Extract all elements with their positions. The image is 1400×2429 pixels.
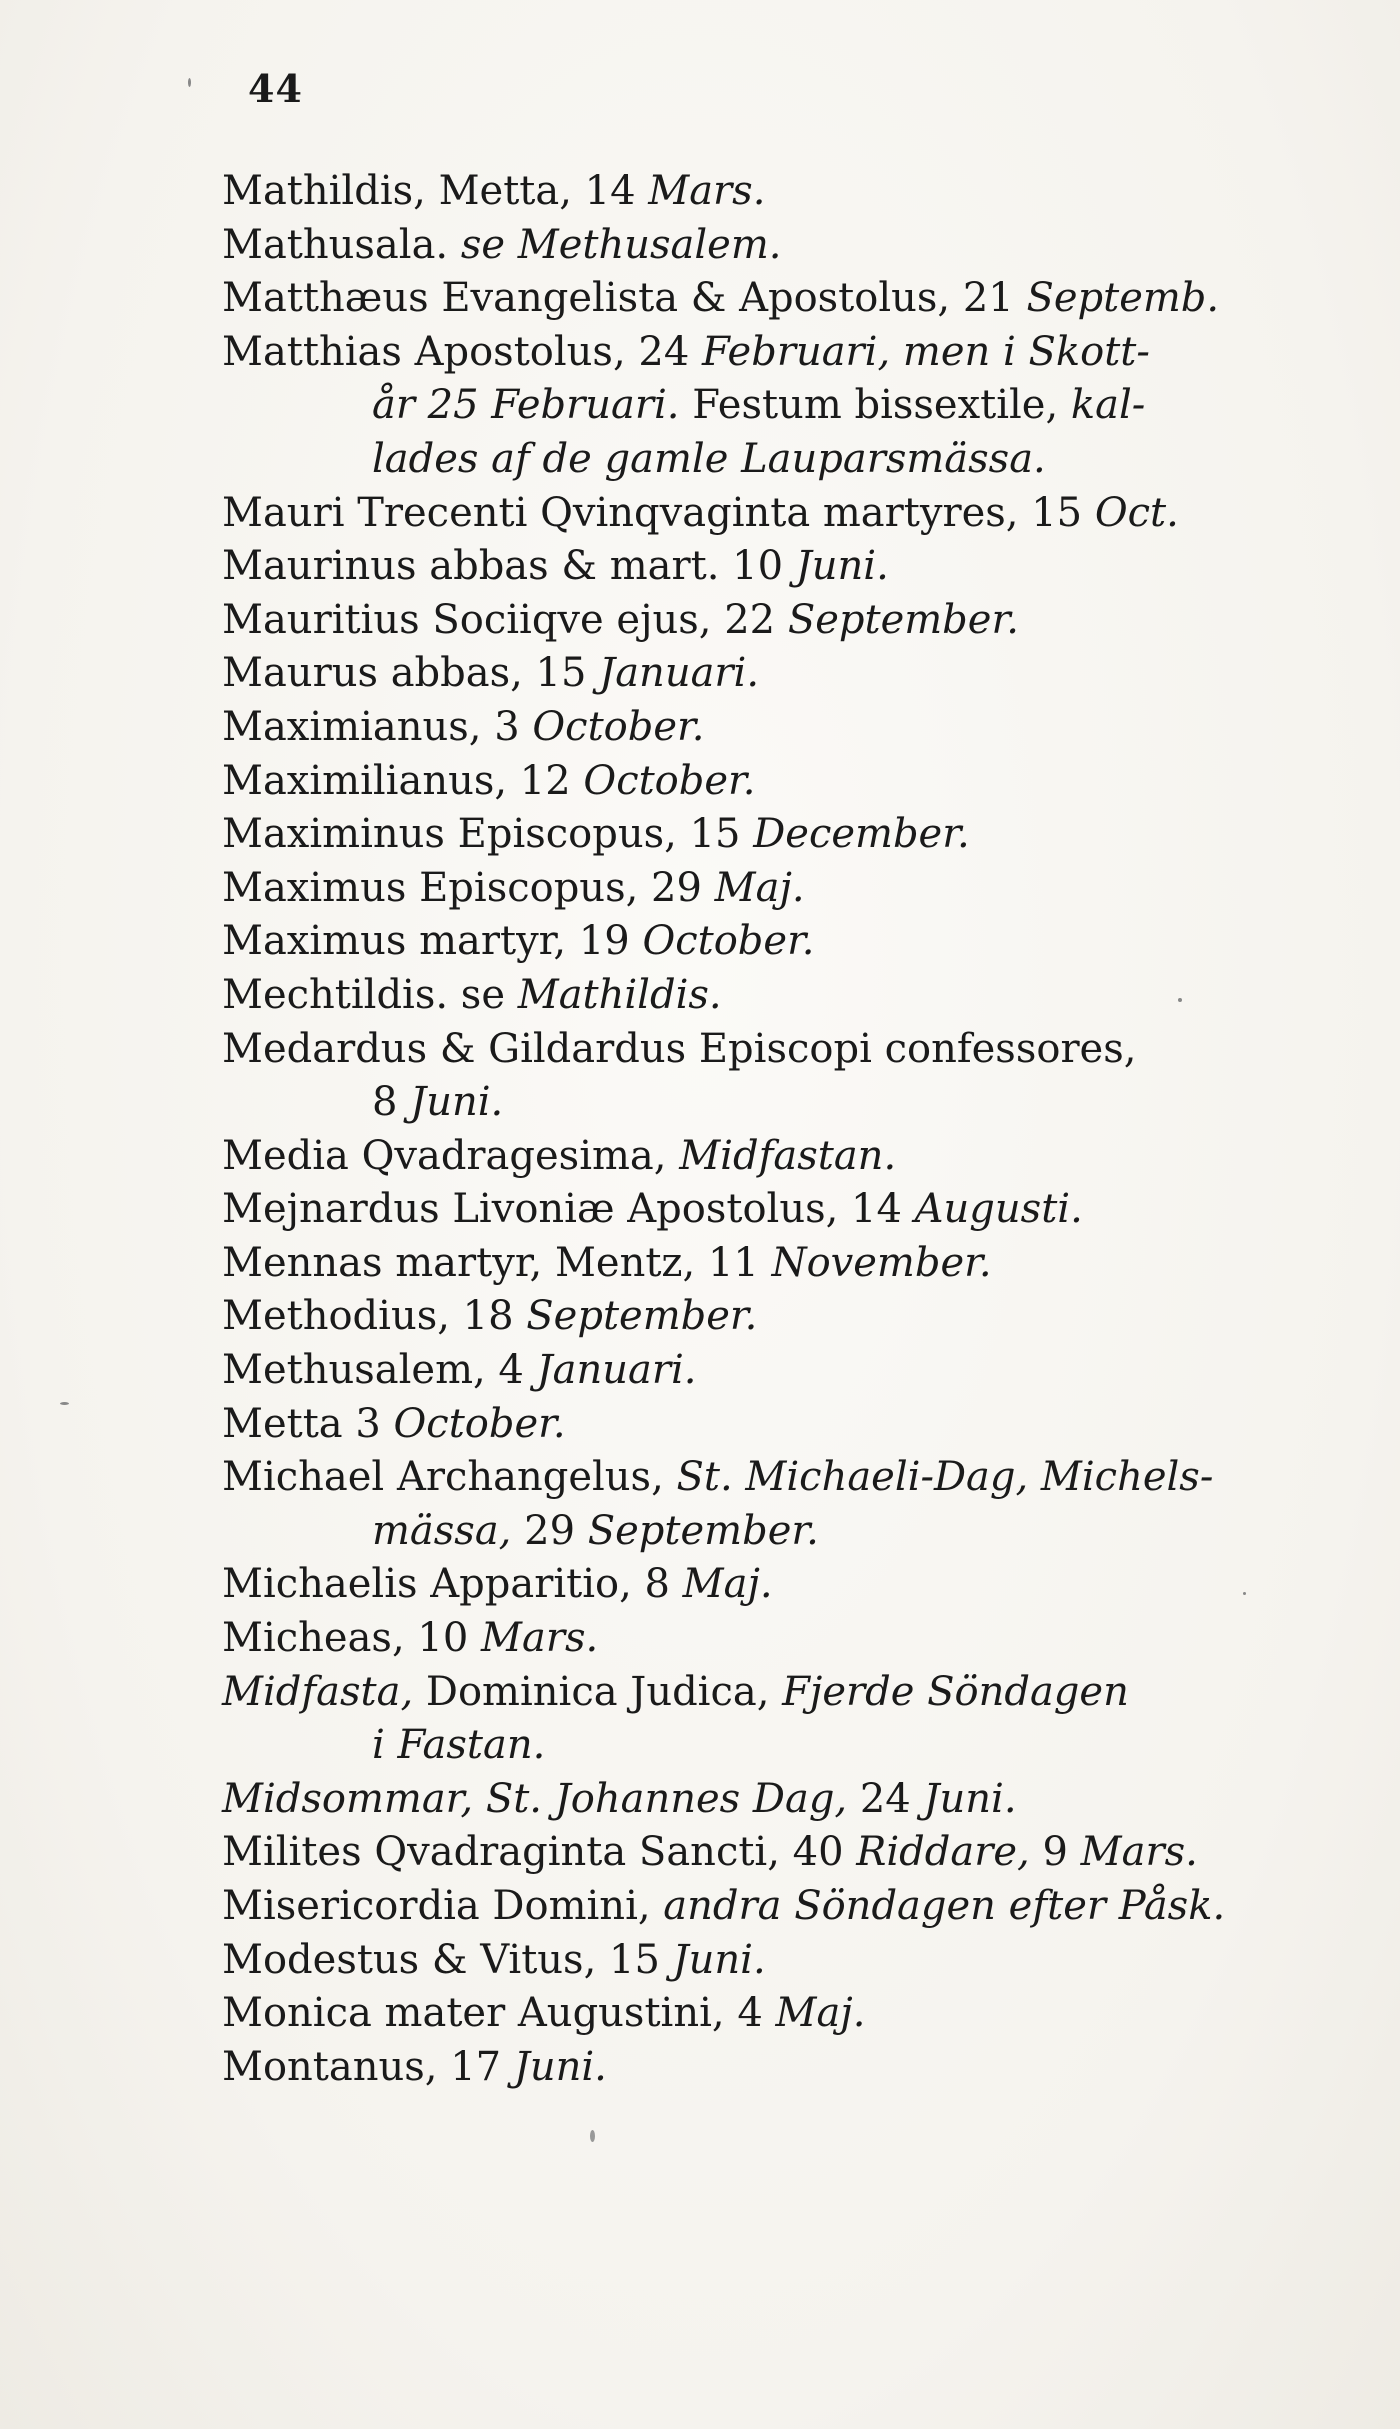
italic-text: October. bbox=[583, 757, 756, 804]
roman-text: Matthæus Evangelista & Apostolus, 21 bbox=[222, 275, 1027, 322]
roman-text: Maximianus, 3 bbox=[222, 703, 533, 750]
roman-text: Maximus Episcopus, 29 bbox=[222, 864, 715, 911]
roman-text: 8 bbox=[372, 1079, 411, 1126]
roman-text: Mauri Trecenti Qvinqvaginta martyres, 15 bbox=[222, 489, 1095, 536]
index-entry bbox=[222, 219, 1312, 273]
italic-text: Oct. bbox=[1094, 489, 1179, 536]
index-entry bbox=[222, 755, 1312, 809]
roman-text: Festum bissextile, bbox=[679, 382, 1071, 429]
italic-text: October. bbox=[532, 703, 705, 750]
roman-text: Metta 3 bbox=[222, 1400, 394, 1447]
roman-text: Misericordia Domini, bbox=[222, 1883, 664, 1929]
index-entry bbox=[222, 1612, 1312, 1666]
roman-text: Media Qvadragesima, bbox=[222, 1132, 680, 1179]
page-number: 44 bbox=[248, 66, 303, 111]
index-entry bbox=[222, 1237, 1312, 1291]
index-entry bbox=[222, 1451, 1312, 1505]
index-entry-continuation bbox=[222, 1076, 1312, 1130]
italic-text: Riddare, bbox=[856, 1829, 1030, 1876]
roman-text: Methusalem, 4 bbox=[222, 1347, 537, 1394]
italic-text: mässa, bbox=[372, 1507, 512, 1554]
italic-text: Midfasta, bbox=[222, 1668, 414, 1715]
index-entry bbox=[222, 1183, 1312, 1237]
roman-text: Maximinus Episcopus, 15 bbox=[222, 811, 754, 858]
ink-speck bbox=[60, 1402, 69, 1405]
italic-text: Mars. bbox=[648, 168, 766, 214]
italic-text: se Methusalem. bbox=[460, 221, 782, 268]
index-entry bbox=[222, 862, 1312, 916]
index-entry bbox=[222, 326, 1312, 380]
roman-text: Mauritius Sociiqve ejus, 22 bbox=[222, 596, 788, 643]
roman-text: Dominica Judica, bbox=[413, 1668, 783, 1715]
index-entry bbox=[222, 1023, 1312, 1077]
roman-text: 9 bbox=[1029, 1829, 1081, 1876]
italic-text: Midsommar, St. Johannes Dag, bbox=[222, 1775, 848, 1822]
roman-text: Modestus & Vitus, 15 bbox=[222, 1936, 673, 1983]
index-entry bbox=[222, 594, 1312, 648]
roman-text: 24 bbox=[847, 1775, 924, 1822]
index-entry bbox=[222, 701, 1312, 755]
index-entry bbox=[222, 1290, 1312, 1344]
italic-text: Augusti. bbox=[914, 1186, 1083, 1233]
roman-text: Mejnardus Livoniæ Apostolus, 14 bbox=[222, 1186, 915, 1233]
index-entry bbox=[222, 1880, 1312, 1934]
italic-text: kal- bbox=[1070, 382, 1146, 429]
index-entry bbox=[222, 969, 1312, 1023]
ink-speck bbox=[1178, 998, 1182, 1002]
roman-text: Milites Qvadraginta Sancti, 40 bbox=[222, 1829, 857, 1876]
roman-text: Matthias Apostolus, 24 bbox=[222, 328, 702, 375]
index-entries bbox=[222, 165, 1312, 2094]
index-entry-continuation bbox=[222, 1505, 1312, 1559]
roman-text: Montanus, 17 bbox=[222, 2043, 514, 2090]
italic-text: September. bbox=[587, 1507, 819, 1554]
roman-text: Mathildis, Metta, 14 bbox=[222, 168, 649, 214]
roman-text: Mathusala. bbox=[222, 221, 461, 268]
italic-text: Juni. bbox=[410, 1079, 504, 1126]
roman-text: Methodius, 18 bbox=[222, 1293, 527, 1340]
roman-text: Michaelis Apparitio, 8 bbox=[222, 1561, 683, 1608]
italic-text: Februari, men i Skott- bbox=[701, 328, 1150, 375]
index-entry bbox=[222, 1130, 1312, 1184]
index-entry bbox=[222, 165, 1312, 219]
italic-text: Juni. bbox=[795, 543, 889, 590]
roman-text: Maximilianus, 12 bbox=[222, 757, 584, 804]
italic-text: Maj. bbox=[682, 1561, 773, 1608]
italic-text: Juni. bbox=[672, 1936, 766, 1983]
roman-text: Maurus abbas, 15 bbox=[222, 650, 600, 697]
italic-text: andra Söndagen efter Påsk. bbox=[663, 1883, 1226, 1929]
roman-text: Medardus & Gildardus Episcopi confessores, bbox=[222, 1025, 1137, 1072]
index-entry bbox=[222, 1773, 1312, 1827]
index-entry bbox=[222, 1666, 1312, 1720]
index-entry-continuation bbox=[222, 433, 1312, 487]
italic-text: Januari. bbox=[536, 1347, 697, 1394]
roman-text: 29 bbox=[511, 1507, 588, 1554]
italic-text: Maj. bbox=[714, 864, 805, 911]
italic-text: år 25 Februari. bbox=[372, 382, 680, 429]
italic-text: Mars. bbox=[481, 1615, 599, 1662]
index-entry bbox=[222, 915, 1312, 969]
index-entry-continuation bbox=[222, 379, 1312, 433]
index-entry bbox=[222, 272, 1312, 326]
index-entry bbox=[222, 2041, 1312, 2095]
italic-text: Juni. bbox=[923, 1775, 1017, 1822]
italic-text: Mars. bbox=[1080, 1829, 1198, 1876]
italic-text: September. bbox=[787, 596, 1019, 643]
italic-text: St. Michaeli-Dag, Michels- bbox=[676, 1454, 1214, 1501]
index-entry bbox=[222, 1558, 1312, 1612]
italic-text: Mathildis. bbox=[517, 971, 722, 1018]
index-entry bbox=[222, 487, 1312, 541]
ink-speck bbox=[1243, 1592, 1246, 1595]
italic-text: Januari. bbox=[599, 650, 760, 697]
italic-text: Midfastan. bbox=[679, 1132, 897, 1179]
roman-text: Micheas, 10 bbox=[222, 1615, 482, 1662]
index-entry bbox=[222, 808, 1312, 862]
ink-speck bbox=[188, 78, 191, 87]
italic-text: Juni. bbox=[513, 2043, 607, 2090]
roman-text: Mennas martyr, Mentz, 11 bbox=[222, 1239, 772, 1286]
italic-text: October. bbox=[393, 1400, 566, 1447]
italic-text: lades af de gamle Lauparsmässa. bbox=[372, 435, 1046, 482]
index-entry bbox=[222, 1934, 1312, 1988]
roman-text: Michael Archangelus, bbox=[222, 1454, 677, 1501]
italic-text: Septemb. bbox=[1026, 275, 1220, 322]
index-entry bbox=[222, 1398, 1312, 1452]
roman-text: Monica mater Augustini, 4 bbox=[222, 1990, 776, 2037]
italic-text: i Fastan. bbox=[372, 1722, 546, 1769]
ink-speck bbox=[590, 2130, 595, 2142]
index-entry bbox=[222, 1987, 1312, 2041]
italic-text: October. bbox=[642, 918, 815, 965]
italic-text: November. bbox=[771, 1239, 992, 1286]
index-entry-continuation bbox=[222, 1719, 1312, 1773]
index-entry bbox=[222, 1826, 1312, 1880]
index-entry bbox=[222, 1344, 1312, 1398]
italic-text: Fjerde Söndagen bbox=[782, 1668, 1129, 1715]
roman-text: Mechtildis. se bbox=[222, 971, 518, 1018]
italic-text: Maj. bbox=[775, 1990, 866, 2037]
italic-text: September. bbox=[526, 1293, 758, 1340]
index-entry bbox=[222, 540, 1312, 594]
italic-text: December. bbox=[753, 811, 970, 858]
roman-text: Maximus martyr, 19 bbox=[222, 918, 643, 965]
index-entry bbox=[222, 647, 1312, 701]
roman-text: Maurinus abbas & mart. 10 bbox=[222, 543, 796, 590]
